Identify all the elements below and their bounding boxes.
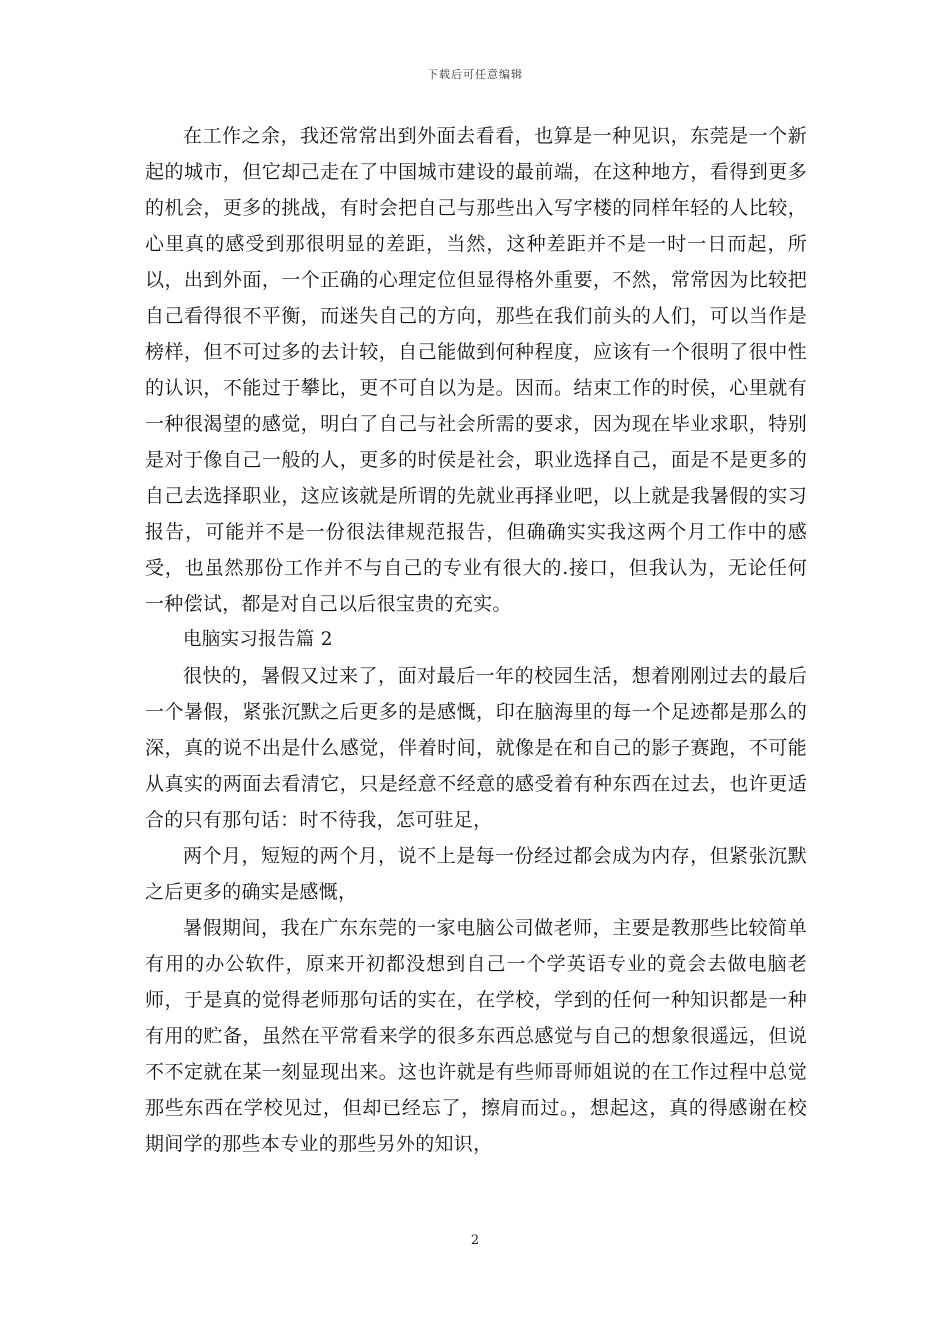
document-body xyxy=(145,118,807,1162)
body-paragraph: 很快的，暑假又过来了，面对最后一年的校园生活，想着刚刚过去的最后一个暑假，紧张沉默之后更多的是感慨，印在脑海里的每一个足迹都是那么的深，真的说不出是什么感觉，伴着时间，就像是在和自己的影子赛跑，不可能从真实的两面去看清它，只是经意不经意的感受着有种东西在过去，也许更适合的只有那句话：时不待我，怎可驻足， xyxy=(145,665,807,831)
body-paragraph: 暑假期间，我在广东东莞的一家电脑公司做老师，主要是教那些比较简单有用的办公软件，原来开初都没想到自己一个学英语专业的竟会去做电脑老师，于是真的觉得老师那句话的实在，在学校，学到的任何一种知识都是一种有用的贮备，虽然在平常看来学的很多东西总感觉与自己的想象很遥远，但说不不定就在某一刻显现出来。这也许就是有些师哥师姐说的在工作过程中总觉那些东西在学校见过，但却已经忘了，擦肩而过。，想起这，真的得感谢在校期间学的那些本专业的那些另外的知识， xyxy=(145,917,807,1155)
page-header: 下载后可任意编辑 xyxy=(427,68,523,81)
body-paragraph: 在工作之余，我还常常出到外面去看看，也算是一种见识，东莞是一个新起的城市，但它却己走在了中国城市建设的最前端，在这种地方，看得到更多的机会，更多的挑战，有时会把自己与那些出入写字楼的同样年轻的人比较，心里真的感受到那很明显的差距，当然，这种差距并不是一时一日而起，所以，出到外面，一个正确的心理定位但显得格外重要，不然，常常因为比较把自己看得很不平衡，而迷失自己的方向，那些在我们前头的人们，可以当作是榜样，但不可过多的去计较，自己能做到何种程度，应该有一个很明了很中性的认识，不能过于攀比，更不可自以为是。因而。结束工作的时侯，心里就有一种很渴望的感觉，明白了自己与社会所需的要求，因为现在毕业求职，特别是对于像自己一般的人，更多的时侯是社会，职业选择自己，面是不是更多的自己去选择职业，这应该就是所谓的先就业再择业吧，以上就是我暑假的实习报告，可能并不是一份很法律规范报告，但确确实实我这两个月工作中的感受，也虽然那份工作并不与自己的专业有很大的.接口，但我认为，无论任何一种偿试，都是对自己以后很宝贵的充实。 xyxy=(145,125,807,615)
body-paragraph: 两个月，短短的两个月，说不上是每一份经过都会成为内存，但紧张沉默之后更多的确实是感慨， xyxy=(145,845,807,903)
section-heading: 电脑实习报告篇 2 xyxy=(183,629,333,650)
page-number: 2 xyxy=(470,1233,480,1248)
